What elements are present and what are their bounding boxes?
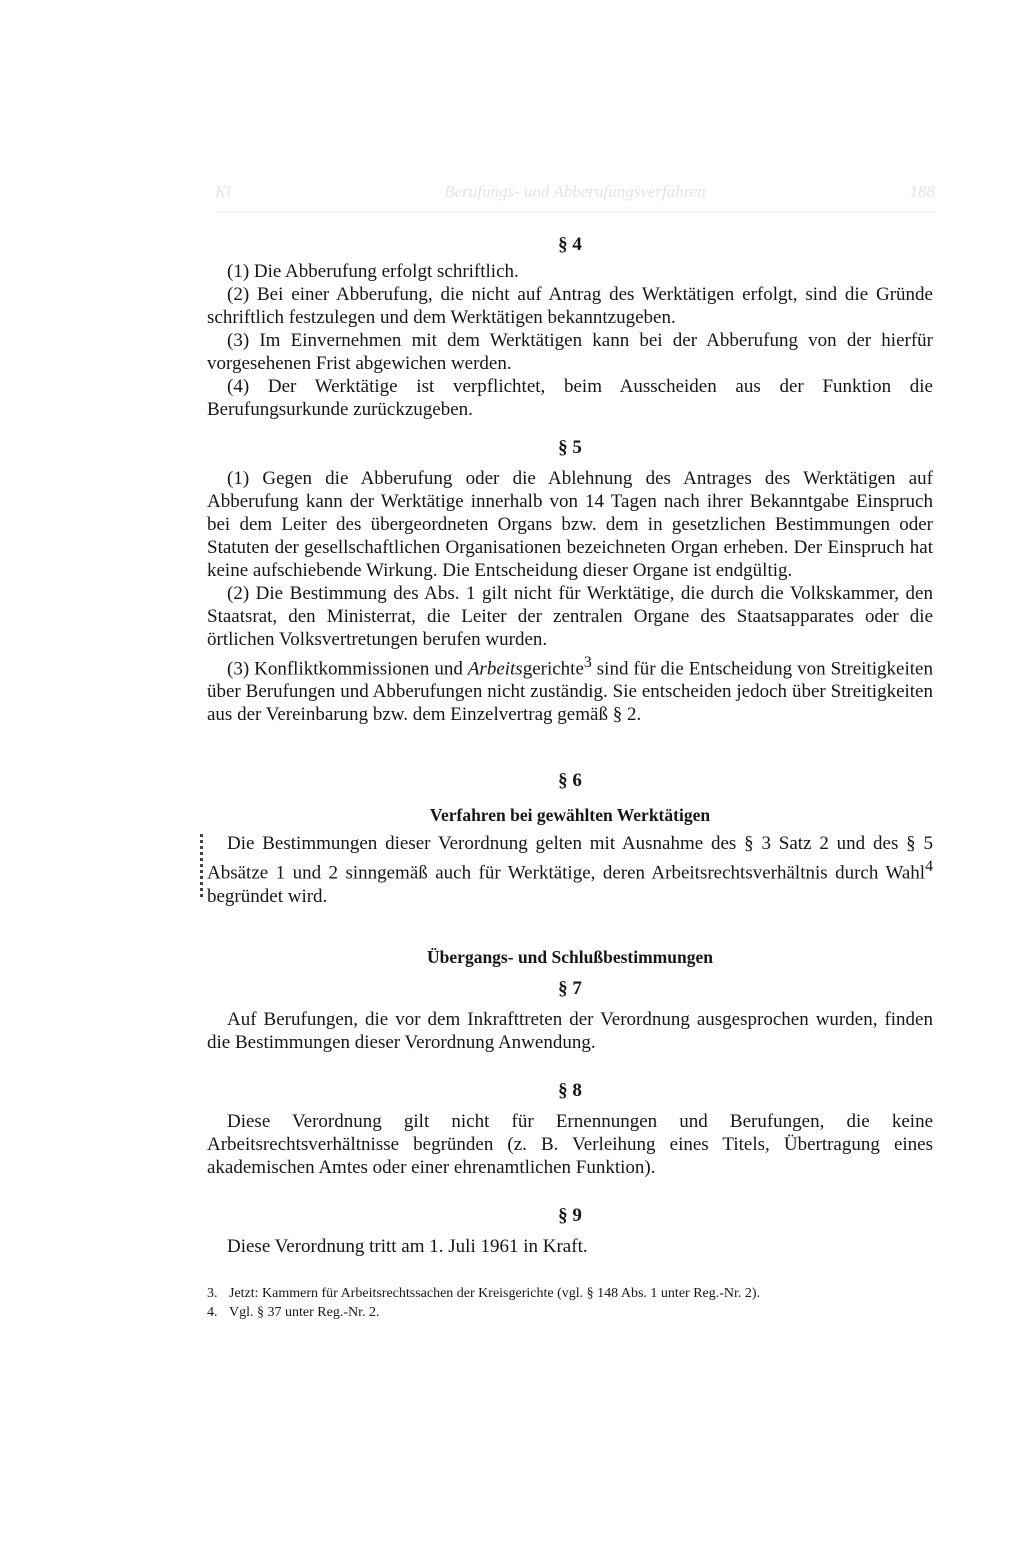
section-number: § 9 — [558, 1204, 582, 1226]
paragraph: (2) Bei einer Abberufung, die nicht auf Antrag des Werktätigen erfolgt, sind die Gründe schriftlich festzulegen und dem Werktätigen bekanntzugeben. — [207, 284, 933, 328]
section-4 — [207, 230, 933, 421]
paragraph-text: (3) Konfliktkommissionen und — [227, 658, 468, 680]
footnote-text: Jetzt: Kammern für Arbeitsrechtssachen der Kreisgerichte (vgl. § 148 Abs. 1 unter Reg.-Nr. 2). — [229, 1285, 761, 1301]
paragraph — [207, 832, 933, 907]
section-number: § 4 — [558, 234, 582, 255]
paragraph-text: gerichte — [522, 658, 584, 680]
paragraph: Auf Berufungen, die vor dem Inkrafttreten der Verordnung ausgesprochen wurden, finden die Bestimmungen dieser Verordnung Anwendung. — [207, 1008, 933, 1053]
section-number: § 8 — [558, 1079, 582, 1101]
margin-marker — [200, 834, 203, 900]
section-number: § 5 — [558, 437, 582, 458]
paragraph: Diese Verordnung tritt am 1. Juli 1961 in Kraft. — [227, 1235, 588, 1257]
footnote-ref: 3 — [583, 654, 592, 671]
section-heading: Verfahren bei gewählten Werktätigen — [429, 805, 711, 826]
section-number: § 6 — [558, 770, 582, 792]
emphasis-text: Arbeits — [467, 658, 523, 680]
paragraph: (1) Die Abberufung erfolgt schriftlich. — [227, 261, 519, 282]
paragraph-text: sind für die Entscheidung von Streitigkeiten über Berufungen und Abberufungen nicht zuständig. Sie entscheiden jedoch über Streitigkeiten aus der Vereinbarung bzw. dem Einzelvertrag gemäß § 2. — [207, 658, 933, 726]
paragraph — [207, 651, 933, 726]
footnote — [207, 1284, 933, 1303]
paragraph-text: Die Bestimmungen dieser Verordnung gelten mit Ausnahme des § 3 Satz 2 und des § 5 Absätze 1 und 2 sinngemäß auch für Werktätige, deren Arbeitsrechtsverhältnis durch Wahl — [207, 833, 933, 884]
footnote — [207, 1303, 933, 1322]
paragraph: (3) Im Einvernehmen mit dem Werktätigen kann bei der Abberufung von der hierfür vorgesehenen Frist abgewichen werden. — [207, 330, 933, 374]
paragraph-text: begründet wird. — [207, 885, 328, 907]
footnote-ref: 4 — [925, 858, 933, 876]
page-body — [207, 230, 933, 1322]
footnote-number: 3. — [207, 1285, 218, 1301]
section-number: § 7 — [558, 977, 582, 999]
footnote-text: Vgl. § 37 unter Reg.-Nr. 2. — [229, 1304, 380, 1320]
running-head-title: Berufungs- und Abberufungsverfahren — [444, 182, 706, 201]
paragraph: (2) Die Bestimmung des Abs. 1 gilt nicht für Werktätige, die durch die Volkskammer, den Staatsrat, den Ministerrat, die Leiter der zentralen Organe des Staatsapparates oder die örtlichen Volksvertretungen berufen wurden. — [207, 583, 933, 650]
footnotes — [207, 1284, 933, 1322]
running-head-left: Ki — [215, 182, 232, 201]
section-7 — [207, 974, 933, 1054]
section-8 — [207, 1076, 933, 1179]
paragraph: (1) Gegen die Abberufung oder die Ablehnung des Antrages des Werktätigen auf Abberufung kann der Werktätige innerhalb von 14 Tagen nach ihrer Bekanntgabe Einspruch bei dem Leiter des übergeordneten Organs bzw. dem in gesetzlichen Bestimmungen oder Statuten der gesellschaftlichen Organisationen bezeichneten Organ erheben. Der Einspruch hat keine aufschiebende Wirkung. Die Entscheidung dieser Organe ist endgültig. — [207, 468, 933, 581]
paragraph: (4) Der Werktätige ist verpflichtet, beim Ausscheiden aus der Funktion die Berufungsurkunde zurückzugeben. — [207, 376, 933, 420]
page-number: 188 — [909, 182, 935, 201]
transition-heading: Übergangs- und Schlußbestimmungen — [427, 946, 713, 967]
section-9 — [207, 1201, 933, 1258]
footnote-number: 4. — [207, 1304, 218, 1320]
section-6 — [207, 766, 933, 907]
paragraph: Diese Verordnung gilt nicht für Ernennungen und Berufungen, die keine Arbeitsrechtsverhältnisse begründen (z. B. Verleihung eines Titels, Übertragung eines akademischen Amtes oder einer ehrenamtlichen Funktion). — [207, 1110, 933, 1178]
running-head — [215, 178, 935, 213]
section-5 — [207, 433, 933, 726]
